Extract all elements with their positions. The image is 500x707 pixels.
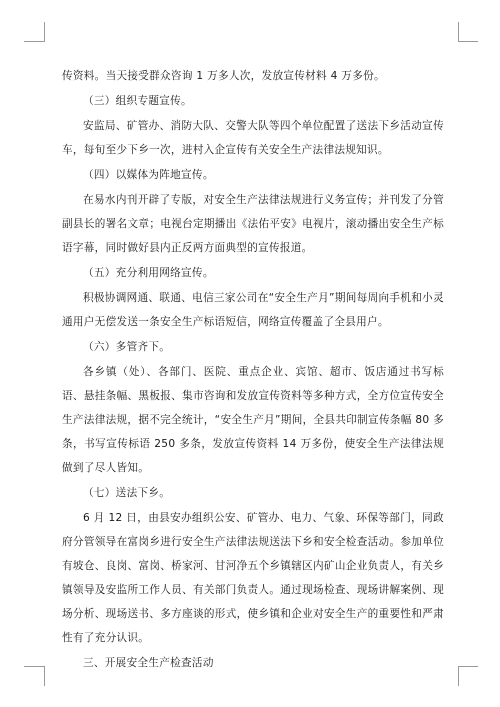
crop-mark-bottom-right-horizontal	[458, 666, 478, 667]
crop-mark-top-left-horizontal	[24, 41, 44, 42]
section-heading: （三）组织专题宣传。	[83, 95, 192, 107]
paragraph-body: 各乡镇（处）、各部门、医院、重点企业、宾馆、超市、饭店通过书写标语、悬挂条幅、黑板报、集市咨询和发放宣传资料等多种方式，全方位宣传安全生产法律法规，据不完全统计，“安全生产月”期间，全县共印制宣传条幅 80 多条，书写宣传标语 250 多条，发放宣传资料 14 万多份，使安全生产法律法规做到了尽人皆知。	[62, 366, 444, 474]
crop-mark-top-right-vertical	[458, 22, 459, 42]
crop-mark-bottom-left-horizontal	[24, 666, 44, 667]
section-heading: （六）多管齐下。	[83, 341, 171, 353]
section-heading: （五）充分利用网络宣传。	[83, 267, 214, 279]
crop-mark-bottom-right-vertical	[458, 666, 459, 686]
section-heading: （四）以媒体为阵地宣传。	[83, 169, 214, 181]
crop-mark-top-left-vertical	[44, 22, 45, 42]
crop-mark-top-right-horizontal	[458, 41, 478, 42]
section-heading: （七）送法下乡。	[83, 487, 171, 499]
crop-mark-bottom-left-vertical	[44, 666, 45, 686]
paragraph-body: 在易水内刊开辟了专版，对安全生产法律法规进行义务宣传；并刊发了分管副县长的署名文章；电视台定期播出《法佑平安》电视片，滚动播出安全生产标语字幕，同时做好县内正反两方面典型的宣传报道。	[62, 194, 444, 254]
paragraph-body: 安监局、矿管办、消防大队、交警大队等四个单位配置了送法下乡活动宣传车，每旬至少下乡一次，进村入企宣传有关安全生产法律法规知识。	[62, 120, 444, 156]
document-body	[62, 64, 444, 676]
paragraph-body: 传资料。当天接受群众咨询 1 万多人次，发放宣传材料 4 万多份。	[62, 70, 385, 82]
paragraph-body: 6 月 12 日，由县安办组织公安、矿管办、电力、气象、环保等部门，同政府分管领导在富岗乡进行安全生产法律法规送法下乡和安全检查活动。参加单位有坡仓、良岗、富岗、桥家河、甘河净五个乡镇辖区内矿山企业负责人，有关乡镇领导及安监所工作人员、有关部门负责人。通过现场检查、现场讲解案例、现场分析、现场送书、多方座谈的形式，使乡镇和企业对安全生产的重要性和严肃性有了充分认识。	[62, 512, 444, 644]
paragraph-body: 积极协调网通、联通、电信三家公司在“安全生产月”期间每周向手机和小灵通用户无偿发送一条安全生产标语短信，网络宣传覆盖了全县用户。	[62, 292, 444, 328]
section-heading-main: 三、开展安全生产检查活动	[83, 657, 214, 669]
